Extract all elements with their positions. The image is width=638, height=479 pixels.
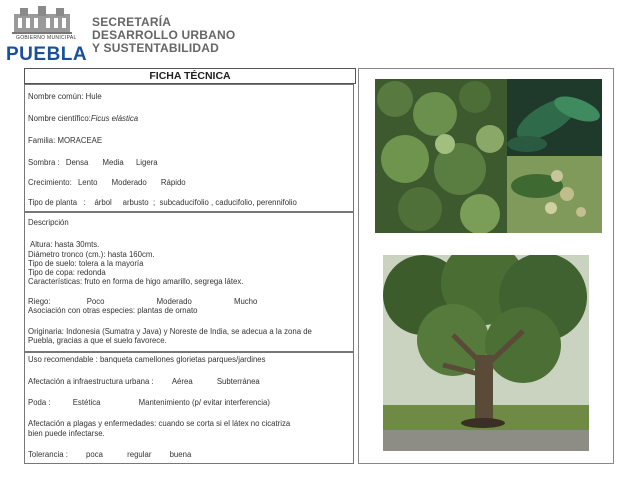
- plant-type: Tipo de planta : árbol arbusto ; subcaducifolio , caducifolio, perennifolio: [28, 198, 297, 207]
- growth-label: Crecimiento:: [28, 178, 72, 187]
- org-line-2: DESARROLLO URBANO: [92, 28, 236, 42]
- secretariat-name: [92, 16, 292, 55]
- tolerance-option: poca: [86, 450, 103, 459]
- description-line: Diámetro tronco (cm.): hasta 160cm.: [28, 250, 155, 259]
- infrastructure-row: [28, 377, 260, 386]
- description-heading: Descripción: [28, 218, 69, 227]
- tree-photo: [383, 255, 589, 451]
- usage-box: [24, 352, 354, 464]
- irrigation-option: Poco: [86, 297, 105, 306]
- association: Asociación con otras especies: plantas de ornato: [28, 306, 198, 315]
- general-info-box: [24, 84, 354, 212]
- sheet-title: FICHA TÉCNICA: [24, 68, 356, 84]
- description-line: Tipo de copa: redonda: [28, 268, 106, 277]
- pests-line-1: Afectación a plagas y enfermedades: cuando se corta si el látex no cicatriza: [28, 419, 291, 428]
- city-name: PUEBLA: [6, 44, 88, 65]
- tolerance-option: buena: [169, 450, 192, 459]
- origin-line-1: Originaria: Indonesia (Sumatra y Java) y Noreste de India, se adecua a la zona de: [28, 327, 312, 336]
- infrastructure-option: Subterránea: [216, 377, 260, 386]
- origin-line-2: Puebla, gracias a que el suelo favorece.: [28, 336, 167, 345]
- shade-option: Densa: [65, 158, 89, 167]
- growth-option: Lento: [77, 178, 98, 187]
- scientific-name-label: Nombre científico:: [28, 114, 91, 123]
- pruning-label: Poda :: [28, 398, 51, 407]
- infrastructure-option: Aérea: [171, 377, 193, 386]
- pruning-option: Estética: [72, 398, 101, 407]
- description-line: Tipo de suelo: tolera a la mayoría: [28, 259, 144, 268]
- gob-label: GOBIERNO MUNICIPAL: [16, 35, 77, 41]
- photo-panel: [358, 68, 614, 464]
- description-line: Altura: hasta 30mts.: [30, 240, 100, 249]
- infrastructure-label: Afectación a infraestructura urbana :: [28, 377, 154, 386]
- growth-option: Moderado: [111, 178, 147, 187]
- shade-row: [28, 158, 158, 167]
- org-line-3: Y SUSTENTABILIDAD: [92, 41, 219, 55]
- city-logo: [4, 4, 88, 65]
- fruit-photo: [507, 156, 602, 233]
- shade-option: Media: [102, 158, 124, 167]
- shade-label: Sombra :: [28, 158, 60, 167]
- leaf-photo: [507, 79, 602, 156]
- irrigation-option: Mucho: [233, 297, 258, 306]
- description-box: [24, 212, 354, 352]
- family: Familia: MORACEAE: [28, 136, 103, 145]
- foliage-photo: [375, 79, 507, 233]
- scientific-name-value: Ficus elástica: [90, 114, 139, 123]
- scientific-name: [28, 114, 138, 123]
- shade-option: Ligera: [135, 158, 158, 167]
- irrigation-row: [28, 297, 257, 306]
- common-name: Nombre común: Hule: [28, 92, 102, 101]
- tolerance-option: regular: [127, 450, 152, 459]
- org-line-1: SECRETARÍA: [92, 15, 172, 29]
- description-line: Características: fruto en forma de higo amarillo, segrega látex.: [28, 277, 244, 286]
- pruning-option: Mantenimiento (p/ evitar interferencia): [138, 398, 270, 407]
- irrigation-label: Riego:: [28, 297, 51, 306]
- pests-line-2: bien puede infectarse.: [28, 429, 105, 438]
- growth-row: [28, 178, 186, 187]
- recommended-use: Uso recomendable : banqueta camellones glorietas parques/jardines: [28, 355, 266, 364]
- irrigation-option: Moderado: [156, 297, 192, 306]
- tolerance-label: Tolerancia :: [28, 450, 68, 459]
- growth-option: Rápido: [160, 178, 186, 187]
- tolerance-row: [28, 450, 191, 459]
- pruning-row: [28, 398, 270, 407]
